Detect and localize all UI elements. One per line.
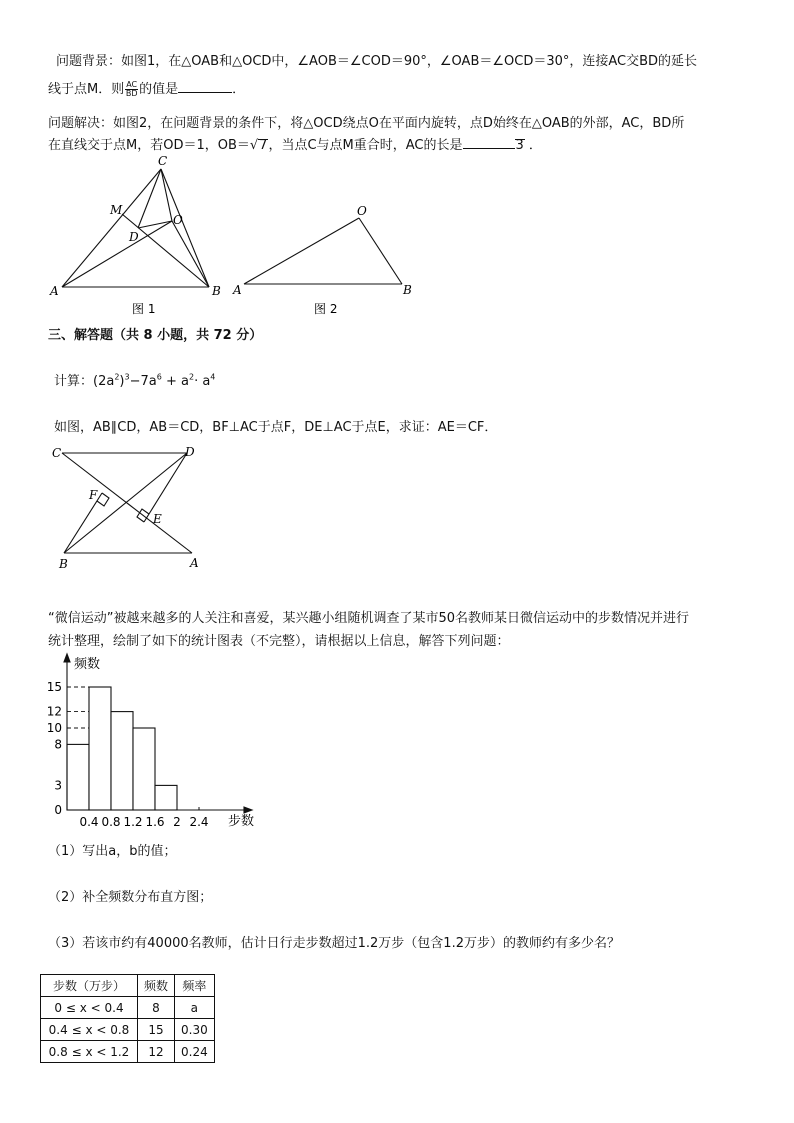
calc-expr-d: + a	[165, 374, 189, 389]
x-tick-label: 1.6	[145, 815, 165, 829]
geometry-figures	[0, 150, 440, 320]
ps-text-b: ，当点C与点M重合时，AC的长是	[268, 138, 463, 153]
frequency-table	[40, 974, 215, 1063]
sqrt-7: 7	[259, 138, 268, 153]
answer-blank-2[interactable]	[463, 136, 515, 149]
table-cell: 15	[138, 1019, 175, 1041]
y-tick-label: 0	[54, 803, 62, 817]
calc-exp-6: 6	[156, 372, 162, 382]
histogram-y-label: 频数	[74, 657, 101, 672]
table-cell: 0.4 ≤ x < 0.8	[41, 1019, 138, 1041]
calc-exp-4: 4	[210, 372, 216, 382]
histogram-y-ticks	[47, 680, 62, 817]
table-row	[41, 1019, 215, 1041]
proof-label-C: C	[52, 446, 62, 460]
histogram-x-label: 步数	[228, 814, 255, 829]
calc-expr-c: −7a	[129, 374, 157, 389]
histogram-bars	[67, 687, 177, 810]
answer-blank-1[interactable]	[178, 80, 232, 93]
fig1-label-C: C	[158, 154, 168, 168]
proof-label-A: A	[190, 556, 199, 570]
calc-prefix: 计算：	[54, 374, 94, 389]
proof-label-D: D	[185, 445, 195, 459]
problem-background-line2	[48, 78, 245, 98]
histogram-bar	[111, 712, 133, 810]
proof-label-B: B	[59, 557, 68, 571]
wechat-intro-line2: 统计整理，绘制了如下的统计图表（不完整），请根据以上信息，解答下列问题：	[48, 634, 510, 649]
fig1-label-M: M	[110, 203, 123, 217]
y-tick-label: 3	[54, 778, 62, 793]
ps-end: ．	[528, 138, 542, 153]
pb-end: ．	[232, 82, 246, 97]
fig2-caption: 图 2	[314, 302, 338, 316]
calc-exp-2b: 2	[188, 372, 195, 382]
fig2-label-O: O	[357, 204, 367, 218]
fig1-label-O: O	[173, 213, 183, 227]
histogram-bar	[155, 785, 177, 810]
table-cell: 8	[138, 997, 175, 1019]
y-tick-label: 10	[46, 721, 62, 735]
histogram-bar	[67, 744, 89, 810]
calc-expr-e: · a	[194, 374, 211, 389]
calc-expr-b: )	[119, 374, 125, 389]
calc-exp-2: 2	[114, 372, 120, 382]
proof-label-E: E	[153, 512, 162, 526]
pb-suffix: 的值是	[139, 82, 179, 97]
table-header: 频数	[138, 975, 175, 997]
figure2-lines	[244, 218, 402, 284]
ac-bd-fraction	[125, 81, 138, 98]
table-row	[41, 997, 215, 1019]
x-tick-label: 0.4	[79, 815, 99, 829]
sqrt-3: 3	[515, 138, 524, 153]
table-cell: 12	[138, 1041, 175, 1063]
table-cell: a	[175, 997, 215, 1019]
proof-problem: 如图，AB∥CD，AB＝CD，BF⊥AC于点F，DE⊥AC于点E，求证：AE＝CF．	[54, 420, 498, 435]
table-row	[41, 1041, 215, 1063]
figure1-lines	[62, 169, 209, 287]
section3-heading: 三、解答题（共 8 小题，共 72 分）	[48, 328, 263, 343]
fig1-caption: 图 1	[132, 302, 156, 316]
fig1-label-D: D	[129, 230, 139, 244]
y-tick-label: 8	[54, 737, 62, 752]
x-tick-label: 1.2	[123, 815, 143, 829]
problem-solve-line1: 问题解决：如图2，在问题背景的条件下，将△OCD绕点O在平面内旋转，点D始终在△OAB的外部，AC，BD所	[48, 116, 685, 131]
x-tick-label: 0.8	[101, 815, 121, 829]
fig1-label-B: B	[212, 284, 221, 298]
wechat-intro-line1: “微信运动”被越来越多的人关注和喜爱，某兴趣小组随机调查了某市50名教师某日微信运动中的步数情况并进行	[48, 611, 690, 626]
fig2-label-A: A	[233, 283, 242, 297]
x-tick-label: 2	[173, 815, 181, 829]
proof-figure-lines	[62, 453, 192, 553]
fraction-denominator: BD	[125, 89, 138, 98]
x-tick-label: 2.4	[189, 815, 209, 829]
calc-expr-a: (2a	[93, 374, 115, 389]
question-2: （2）补全频数分布直方图；	[48, 890, 213, 905]
table-header: 频率	[175, 975, 215, 997]
ps-text-a: 在直线交于点M，若OD＝1，OB＝√	[48, 138, 259, 153]
problem-background-line1: 问题背景：如图1，在△OAB和△OCD中，∠AOB＝∠COD＝90°，∠OAB＝∠OCD＝30°，连接AC交BD的延长	[56, 54, 698, 69]
table-cell: 0.24	[175, 1041, 215, 1063]
y-tick-label: 15	[46, 680, 62, 694]
calc-exp-3: 3	[124, 372, 130, 382]
calc-problem	[54, 370, 215, 389]
question-1: （1）写出a，b的值；	[48, 844, 177, 859]
histogram-bar	[133, 728, 155, 810]
question-3: （3）若该市约有40000名教师，估计日行走步数超过1.2万步（包含1.2万步）的教师约有多少名？	[48, 936, 620, 951]
fraction-numerator: AC	[126, 80, 138, 89]
y-tick-label: 12	[46, 704, 62, 719]
histogram-chart	[40, 648, 280, 838]
table-cell: 0.8 ≤ x < 1.2	[41, 1041, 138, 1063]
fig2-label-B: B	[403, 283, 412, 297]
pb-prefix: 线于点M．则	[48, 82, 125, 97]
fig1-label-A: A	[50, 284, 59, 298]
histogram-bar	[89, 687, 111, 810]
table-header-row	[41, 975, 215, 997]
proof-label-F: F	[89, 488, 98, 502]
table-cell: 0.30	[175, 1019, 215, 1041]
table-header: 步数（万步）	[41, 975, 138, 997]
proof-figure	[40, 440, 220, 572]
table-cell: 0 ≤ x < 0.4	[41, 997, 138, 1019]
